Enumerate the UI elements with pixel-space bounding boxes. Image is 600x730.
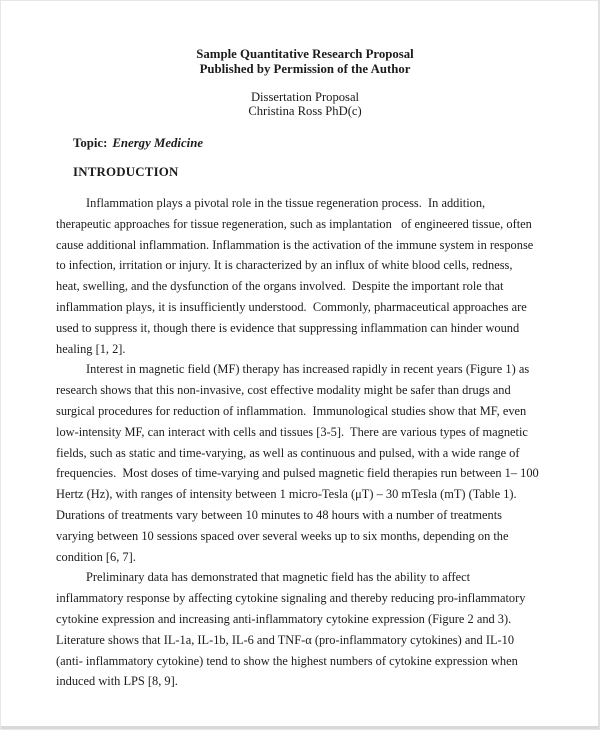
text-line: cytokine expression and increasing anti-inflammatory cytokine expression (Figure 2 and 3). [56,611,512,626]
text-line: Inflammation plays a pivotal role in the tissue regeneration process. In addition, [86,196,486,210]
document-subtitle [56,90,554,118]
paragraph-3 [56,567,554,692]
text-line: low-intensity MF, can interact with cells and tissues [3-5]. There are various types of magnetic [56,424,528,439]
text-line: surgical procedures for reduction of inflammation. Immunological studies show that MF, even [56,403,527,418]
document-content [1,1,598,692]
text-line: research shows that this non-invasive, cost effective modality might be safer than drugs and [56,383,511,398]
text-line: fields, such as static and time-varying, as well as continuous and pulsed, with a wide range of [56,445,520,460]
page-bottom-edge [1,726,598,729]
text-line: used to suppress it, though there is evidence that suppressing inflammation can hinder wound [56,320,520,335]
text-line: to infection, irritation or injury. It is characterized by an influx of white blood cells, redness, [56,258,513,273]
topic-line [56,135,554,152]
text-line: condition [6, 7]. [56,549,136,564]
document-title [56,47,554,77]
section-heading-introduction: INTRODUCTION [73,165,179,179]
text-line: Durations of treatments vary between 10 minutes to 48 hours with a number of treatments [56,507,502,522]
text-line: varying between 10 sessions spaced over several weeks up to six months, depending on the [56,528,509,543]
text-line: (anti- inflammatory cytokine) tend to show the highest numbers of cytokine expression when [56,653,518,668]
subtitle-line-2: Christina Ross PhD(c) [248,104,362,118]
body-text [56,193,554,692]
text-line: heat, swelling, and the dysfunction of the organs involved. Despite the important role that [56,279,504,294]
subtitle-line-1: Dissertation Proposal [250,90,360,104]
paragraph-1 [56,193,554,359]
text-line: induced with LPS [8, 9]. [56,674,178,689]
text-line: Preliminary data has demonstrated that magnetic field has the ability to affect [86,570,471,585]
text-line: Interest in magnetic field (MF) therapy has increased rapidly in recent years (Figure 1) as [86,362,530,377]
text-line: inflammation plays, it is insufficiently understood. Commonly, pharmaceutical approaches are [56,299,527,314]
topic-value: Energy Medicine [112,136,204,150]
text-line: Hertz (Hz), with ranges of intensity between 1 micro-Tesla (μT) – 30 mTesla (mT) (Table 1). [56,487,517,502]
text-line: Literature shows that IL-1a, IL-1b, IL-6 and TNF-α (pro-inflammatory cytokines) and IL-10 [56,632,515,647]
text-line: therapeutic approaches for tissue regeneration, such as implantation of engineered tissue, often [56,216,532,231]
text-line: healing [1, 2]. [56,341,126,356]
paragraph-2 [56,359,554,567]
text-line: inflammatory response by affecting cytokine signaling and thereby reducing pro-inflammatory [56,591,526,606]
text-line: frequencies. Most doses of time-varying and pulsed magnetic field therapies run between 1– 100 [56,466,539,481]
text-line: cause additional inflammation. Inflammation is the activation of the immune system in response [56,237,534,252]
title-line-2: Published by Permission of the Author [199,62,411,76]
topic-label: Topic: [73,136,108,150]
title-line-1: Sample Quantitative Research Proposal [196,47,414,61]
